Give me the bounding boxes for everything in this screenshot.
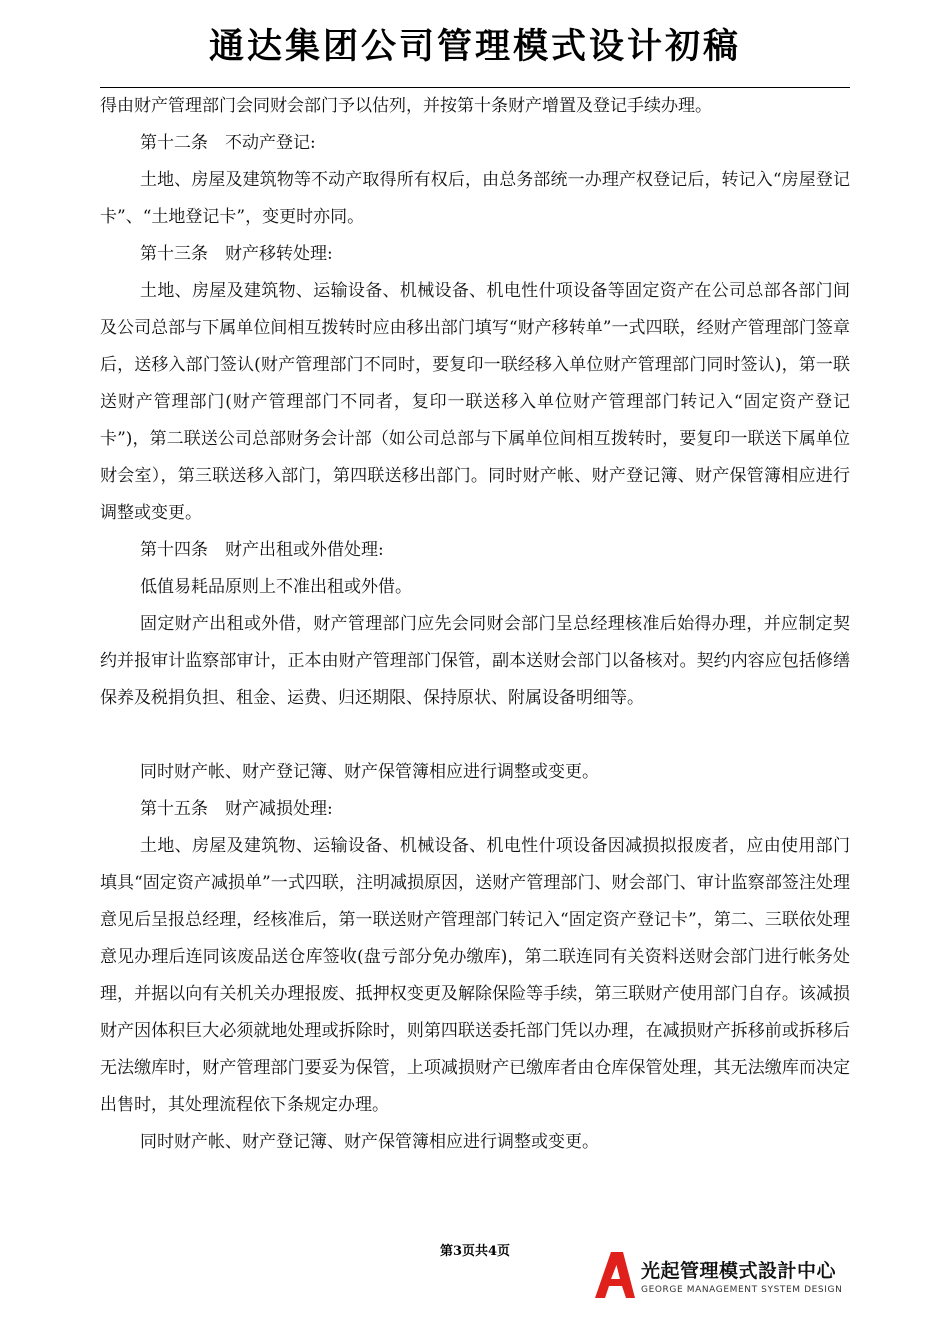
logo-mark-shape — [595, 1252, 635, 1298]
logo-a-mark-icon — [595, 1252, 635, 1298]
article-heading-12: 第十二条 不动产登记: — [140, 133, 316, 153]
page-number: 第3页共4页 — [439, 1244, 511, 1259]
paragraph: 得由财产管理部门会同财会部门予以估列，并按第十条财产增置及登记手续办理。 — [100, 96, 712, 116]
paragraph: 土地、房屋及建筑物、运输设备、机械设备、机电性什项设备等固定资产在公司总部各部门间及公司总部与下属单位间相互拨转时应由移出部门填写“财产移转单”一式四联，经财产管理部门签章后，送移入部门签认(财产管理部门不同时，要复印一联经移入单位财产管理部门同时签认)，第一联送财产管理部门(财产管理部门不同者，复印一联送移入单位财产管理部门转记入“固定资产登记卡”)，第二联送公司总部财务会计部（如公司总部与下属单位间相互拨转时，要复印一联送下属单位财会室），第三联送移入部门，第四联送移出部门。同时财产帐、财产登记簿、财产保管簿相应进行调整或变更。 — [100, 281, 850, 523]
article-heading-15: 第十五条 财产减损处理: — [140, 799, 333, 819]
document-body — [100, 88, 850, 1161]
paragraph: 低值易耗品原则上不准出租或外借。 — [140, 577, 412, 597]
paragraph: 固定财产出租或外借，财产管理部门应先会同财会部门呈总经理核准后始得办理，并应制定契约并报审计监察部审计，正本由财产管理部门保管，副本送财会部门以备核对。契约内容应包括修缮保养及税捐负担、租金、运费、归还期限、保持原状、附属设备明细等。 — [100, 614, 850, 708]
blank-line — [100, 717, 850, 754]
paragraph: 同时财产帐、财产登记簿、财产保管簿相应进行调整或变更。 — [140, 1132, 599, 1152]
logo-name: 光起管理模式設計中心 — [641, 1260, 837, 1282]
paragraph: 土地、房屋及建筑物、运输设备、机械设备、机电性什项设备因减损拟报废者，应由使用部门填具“固定资产减损单”一式四联，注明减损原因，送财产管理部门、财会部门、审计监察部签注处理意见后呈报总经理，经核准后，第一联送财产管理部门转记入“固定资产登记卡”，第二、三联依处理意见办理后连同该废品送仓库签收(盘亏部分免办缴库)，第二联连同有关资料送财会部门进行帐务处理，并据以向有关机关办理报废、抵押权变更及解除保险等手续，第三联财产使用部门自存。该减损财产因体积巨大必须就地处理或拆除时，则第四联送委托部门凭以办理，在减损财产拆移前或拆移后无法缴库时，财产管理部门要妥为保管，上项减损财产已缴库者由仓库保管处理，其无法缴库而决定出售时，其处理流程依下条规定办理。 — [100, 836, 850, 1115]
paragraph: 同时财产帐、财产登记簿、财产保管簿相应进行调整或变更。 — [140, 762, 599, 782]
logo-english-name: GEORGE MANAGEMENT SYSTEM DESIGN — [641, 1285, 843, 1295]
paragraph: 土地、房屋及建筑物等不动产取得所有权后，由总务部统一办理产权登记后，转记入“房屋登记卡”、“土地登记卡”，变更时亦同。 — [100, 170, 850, 227]
company-logo — [595, 1252, 855, 1302]
article-heading-14: 第十四条 财产出租或外借处理: — [140, 540, 384, 560]
article-heading-13: 第十三条 财产移转处理: — [140, 244, 333, 264]
page-title: 通达集团公司管理模式设计初稿 — [208, 27, 741, 67]
